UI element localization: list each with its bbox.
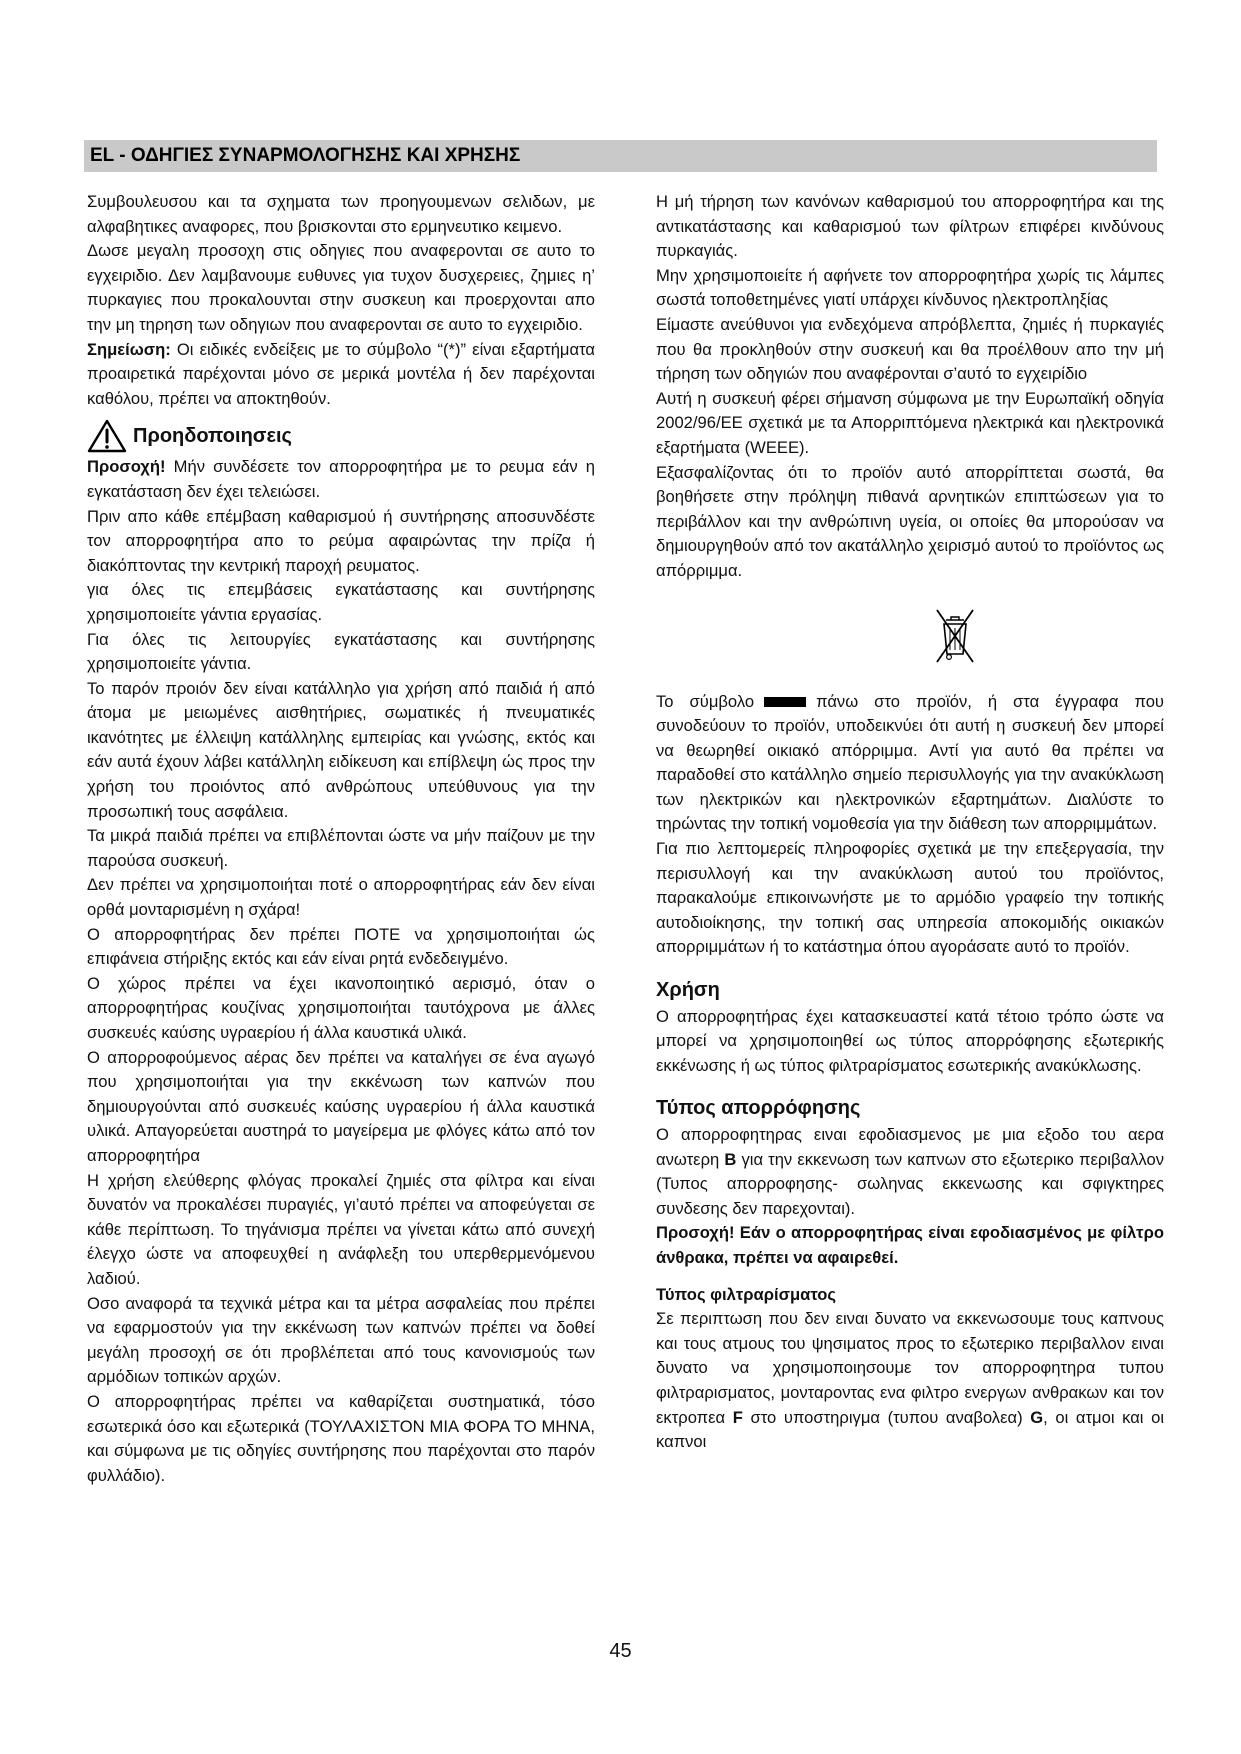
intro-paragraph-1: Συμβουλευσου και τα σχηματα των προηγουμενων σελιδων, με αλφαβητικες αναφορες, που βρισκονται στο ερμηνευτικο κειμενο. <box>87 192 595 236</box>
extraction-warning: Προσοχή! Εάν ο απορροφητήρας είναι εφοδιασμένος με φίλτρο άνθρακα, πρέπει να αφαιρεθεί. <box>656 1223 1164 1267</box>
extraction-paragraph <box>656 1123 1164 1221</box>
symbol-text-after: πάνω στο προϊόν, ή στα έγγραφα που συνοδεύουν το προϊόν, υποδεικνύει ότι αυτή η συσκευή δεν μπορεί να θεωρηθεί οικιακό απόρριμμα. Αντί για αυτό θα πρέπει να παραδοθεί στο κατάλληλο σημείο περισυλλογής για την ανακύκλωση των ηλεκτρικών και ηλεκτρονικών εξαρτημάτων. Διαλύστε το τηρώντας την τοπική νομοθεσία για την διάθεση των απορριμμάτων. <box>656 691 1164 834</box>
filter-paragraph <box>656 1307 1164 1455</box>
right-paragraph: Μην χρησιμοποιείτε ή αφήνετε τον απορροφητήρα χωρίς τις λάμπες σωστά τοποθετημένες γιατί υπάρχει κίνδυνος ηλεκτροπληξίας <box>656 265 1164 310</box>
label-b: B <box>724 1149 737 1169</box>
warning-paragraph: Δεν πρέπει να χρησιμοποιήται ποτέ ο απορροφητήρας εάν δεν είναι ορθά μονταρισμένη η σχάρα! <box>87 875 595 920</box>
warning-paragraph: Πριν απο κάθε επέμβαση καθαρισμού ή συντήρησης αποσυνδέστε τον απορροφητήρα απο το ρεύμα αφαιρώντας την πρίζα ή διακόπτοντας την κεντρική παροχή ρευματος. <box>87 506 595 575</box>
right-column <box>656 190 1164 1455</box>
attention-paragraph <box>87 455 595 504</box>
label-g: G <box>1030 1407 1044 1427</box>
note-paragraph <box>87 338 595 412</box>
section-title: EL - ΟΔΗΓΙΕΣ ΣΥΝΑΡΜΟΛΟΓΗΣΗΣ ΚΑΙ ΧΡΗΣΗΣ <box>90 145 521 166</box>
filter-text: Σε περιπτωση που δεν ειναι δυνατο να εκκενωσουμε τους καπνους και τους ατμους του ψησιματος προς το εξωτερικο περιβαλλον ειναι δυνατο να χρησιμοποιησουμε τον απορροφητηρα τυπου φιλτραρισματος, μονταροντας ενα φιλτρο ενεργων ανθρακων και τον εκτροπεα <box>656 1309 1164 1427</box>
warning-paragraph: Η χρήση ελεύθερης φλόγας προκαλεί ζημιές στα φίλτρα και είναι δυνατόν να προκαλέσει πυραγιές, γι’αυτό πρέπει να αποφεύγεται σε κάθε περίπτωση. Το τηγάνισμα πρέπει να γίνεται κάτω από συνεχή έλεγχο ώστε να αποφευχθεί η ανάφλεξη του υπερθερμενόμενου λαδιού. <box>87 1170 595 1288</box>
section-header <box>84 140 1157 172</box>
label-f: F <box>732 1407 743 1427</box>
weee-symbol-area <box>656 606 1164 686</box>
black-bar-symbol <box>764 697 806 707</box>
intro-paragraph-2: Δωσε μεγαλη προσοχη στις οδηγιες που αναφερονται σε αυτο το εγχειριδιο. Δεν λαμβανουμε ευθυνες για τυχον δυσχερειες, ζημιες η’ πυρκαγιες που προκαλουνται στην συσκευη και προερχονται απο την μη τηρηση των οδηγιων που αναφερονται σε αυτο το εγχειριδιο. <box>87 241 595 334</box>
warning-paragraph: Ο απορροφούμενος αέρας δεν πρέπει να καταλήγει σε ένα αγωγό που χρησιμοποιήται για την εκκένωση των καπνών που δημιουργούνται από συσκευές καύσης υγραερίου ή άλλα καυστικά υλικά. Απαγορεύεται αυστηρά το μαγείρεμα με φλόγες κάτω από τον απορροφητήρα <box>87 1047 595 1165</box>
warning-triangle-icon <box>87 419 127 453</box>
weee-paragraph: Αυτή η συσκευή φέρει σήμανση σύμφωνα με την Ευρωπαϊκή οδηγία 2002/96/ΕΕ σχετικά με τα Απορριπτόμενα ηλεκτρικά και ηλεκτρονικά εξαρτήματα (WEEE). <box>656 388 1164 457</box>
extraction-text-cont: για την εκκενωση των καπνων στο εξωτερικο περιβαλλον (Τυπος απορροφησης- σωληνας εκκενωσης και σφιγκτηρες συνδεσης δεν παρεχονται). <box>656 1149 1164 1218</box>
filter-text-end: , οι ατμοι και οι καπνοι <box>656 1407 1165 1452</box>
note-text: Οι ειδικές ενδείξεις με το σύμβολο “(*)” είναι εξαρτήματα προαιρετικά παρέχονται μόνο σε μερικά μοντέλα ή δεν παρέχονται καθόλου, πρέπει να αποκτηθούν. <box>87 339 595 408</box>
page-number: 45 <box>609 1640 632 1662</box>
weee-benefit-paragraph: Εξασφαλίζοντας ότι το προϊόν αυτό απορρίπτεται σωστά, θα βοηθήσετε στην πρόληψη πιθανά αρνητικών επιπτώσεων για το περιβάλλον και την ανθρώπινη υγεία, οι οποίες θα μπορούσαν να δημιουργηθούν από τον ακατάλληλο χειρισμό αυτού το προϊόντος ως απόρριμμα. <box>656 462 1164 580</box>
warning-paragraph: Το παρόν προιόν δεν είναι κατάλληλο για χρήση από παιδιά ή από άτομα με μειωμένες αισθητήριες, σωματικές ή πνευματικές ικανότητες με έλλειψη κατάλληλης εμπειρίας και γνώσης, εκτός και εάν αυτά έχουν λάβει κατάλληλη ειδίκευση και επίβλεψη ώς προς την χρήση του προιόντος από ανθρώπους υπεύθυνους για την προσωπική τους ασφάλεια. <box>87 678 595 821</box>
right-paragraph: Η μή τήρηση των κανόνων καθαρισμού του απορροφητήρα και της αντικατάστασης και καθαρισμού των φίλτρων επιφέρει κινδύνους πυρκαγιάς. <box>656 192 1164 261</box>
symbol-paragraph <box>656 690 1164 838</box>
note-label: Σημείωση: <box>87 339 171 359</box>
warning-paragraph: Ο απορροφητήρας πρέπει να καθαρίζεται συστηματικά, τόσο εσωτερικά όσο και εξωτερικά (ΤΟΥΛΑΧΙΣΤΟΝ ΜΙΑ ΦΟΡΑ ΤΟ ΜΗΝΑ, και σύμφωνα με τις οδηγίες συντήρησης που παρέχονται στο παρόν φυλλάδιο). <box>87 1391 595 1485</box>
use-paragraph: Ο απορροφητήρας έχει κατασκευαστεί κατά τέτοιο τρόπο ώστε να μπορεί να χρησιμοποιηθεί ως τύπος απορρόφησης εξωτερικής εκκένωσης ή ως τύπος φιλτραρίσματος εσωτερικής ανακύκλωσης. <box>656 1006 1164 1075</box>
extraction-heading: Τύπος απορρόφησης <box>656 1097 861 1120</box>
warning-paragraph: για όλες τις επεμβάσεις εγκατάστασης και συντήρησης χρησιμοποιείτε γάντια εργασίας. <box>87 580 595 624</box>
warnings-heading: Προηδοποιησεις <box>133 425 292 448</box>
warning-paragraph: Τα μικρά παιδιά πρέπει να επιβλέπονται ώστε να μήν παίζουν με την παρούσα συσκευή. <box>87 826 595 870</box>
filter-text-cont: στο υποστηριγμα (τυπου αναβολεα) <box>742 1407 1031 1427</box>
warning-paragraph: Οσο αναφορά τα τεχνικά μέτρα και τα μέτρα ασφαλείας που πρέπει να εφαρμοστούν για την εκκένωση των καπνών πρέπει να δοθεί μεγάλη προσοχή σε ότι προβλέπεται από τους κανονισμούς των αρμόδιων τοπικών αρχών. <box>87 1293 595 1387</box>
warnings-heading-row <box>87 419 595 453</box>
extraction-text: Ο απορροφητηρας ειναι εφοδιασμενος με μια εξοδο του αερα ανωτερη <box>656 1125 1164 1169</box>
attention-text: Μήν συνδέσετε τον απορροφητήρα με το ρευμα εάν η εγκατάσταση δεν έχει τελειώσει. <box>87 457 595 501</box>
symbol-text-before: Το σύμβολο <box>656 691 755 711</box>
right-paragraph: Είμαστε ανεύθυνοι για ενδεχόμενα απρόβλεπτα, ζημιές ή πυρκαγιές που θα προκληθούν στην συσκευή και θα προέλθουν απο την μή τήρηση των οδηγιών που αναφέρονται σ’αυτό το εγχειρίδιο <box>656 314 1164 384</box>
left-column <box>87 190 595 1488</box>
use-heading: Χρήση <box>656 979 720 1002</box>
warning-paragraph: Ο χώρος πρέπει να έχει ικανοποιητικό αερισμό, όταν ο απορροφητήρας κουζίνας χρησιμοποιήται ταυτόχρονα με άλλες συσκευές καύσης υγραερίου ή άλλα καυστικά υλικά. <box>87 973 595 1042</box>
warning-paragraph: Για όλες τις λειτουργίες εγκατάστασης και συντήρησης χρησιμοποιείτε γάντια. <box>87 629 595 674</box>
filter-heading: Τύπος φιλτραρίσματος <box>656 1284 837 1304</box>
recycling-info-paragraph: Για πιο λεπτομερείς πληροφορίες σχετικά με την επεξεργασία, την περισυλλογή και την ανακύκλωση αυτού του προϊόντος, παρακαλούμε επικοινωνήστε με το αρμόδιο γραφείο την τοπικής αυτοδιοίκησης, την τοπική σας υπηρεσία αποκομιδής οικιακών απορριμμάτων ή το κατάστημα όπου αγοράσατε αυτό το προϊόν. <box>656 839 1164 957</box>
crossed-bin-icon <box>934 606 976 668</box>
attention-label: Προσοχή! <box>87 457 166 477</box>
warning-paragraph: Ο απορροφητήρας δεν πρέπει ΠΟΤΕ να χρησιμοποιήται ώς επιφάνεια στήριξης εκτός και εάν είναι ρητά ενδεδειγμένο. <box>87 924 595 969</box>
